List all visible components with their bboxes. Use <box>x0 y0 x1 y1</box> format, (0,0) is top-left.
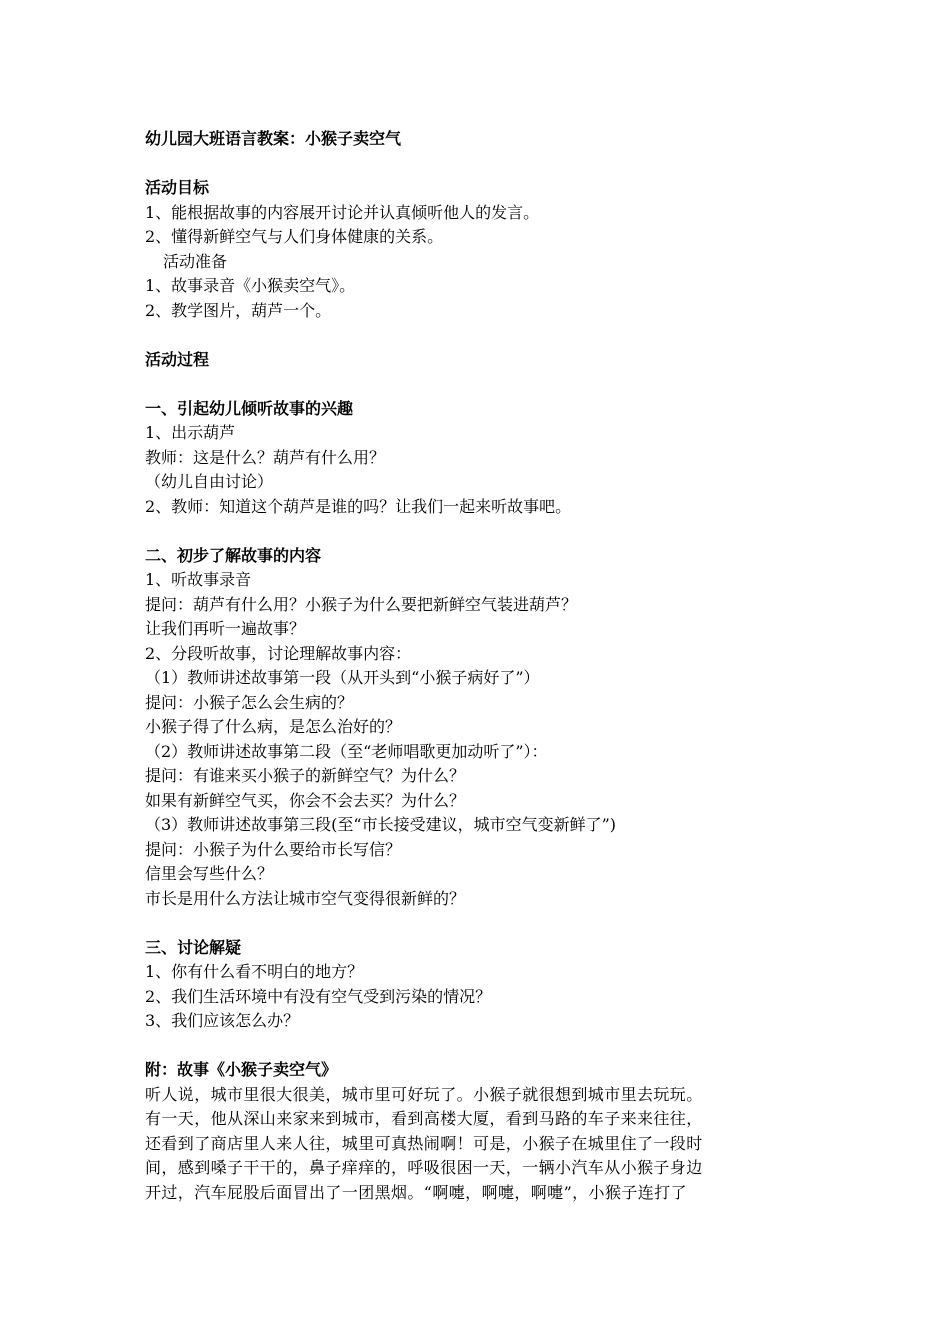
section-2-line: 信里会写些什么？ <box>145 864 274 883</box>
story-line: 听人说，城市里很大很美，城市里可好玩了。小猴子就很想到城市里去玩玩。 <box>145 1084 703 1104</box>
spacer <box>145 911 805 936</box>
spacer <box>145 323 805 348</box>
goal-item: 1、能根据故事的内容展开讨论并认真倾听他人的发言。 <box>145 202 540 222</box>
section-2-line: （1）教师讲述故事第一段（从开头到“小猴子病好了”） <box>145 668 540 687</box>
section-2-line: 市长是用什么方法让城市空气变得很新鲜的？ <box>145 888 466 908</box>
prep-heading: 活动准备 <box>163 251 228 271</box>
story-line: 开过，汽车屁股后面冒出了一团黑烟。“啊嚏，啊嚏，啊嚏”，小猴子连打了 <box>145 1182 687 1202</box>
section-3-heading: 三、讨论解疑 <box>145 937 242 957</box>
appendix-heading: 附：故事《小猴子卖空气》 <box>145 1060 338 1079</box>
section-2-line: （3）教师讲述故事第三段(至“市长接受建议，城市空气变新鲜了”) <box>145 815 617 834</box>
prep-item: 2、教学图片，葫芦一个。 <box>145 300 332 320</box>
story-line: 有一天，他从深山来家来到城市，看到高楼大厦，看到马路的车子来来往往， <box>145 1109 703 1128</box>
section-2-line: 如果有新鲜空气买，你会不会去买？为什么？ <box>145 790 466 810</box>
section-1-heading: 一、引起幼儿倾听故事的兴趣 <box>145 398 354 418</box>
section-3-line: 1、你有什么看不明白的地方？ <box>145 962 364 981</box>
section-2-line: 1、听故事录音 <box>145 570 252 589</box>
goal-item: 2、懂得新鲜空气与人们身体健康的关系。 <box>145 227 444 246</box>
section-3-line: 3、我们应该怎么办？ <box>145 1011 300 1030</box>
section-2-line: 提问：有谁来买小猴子的新鲜空气？为什么？ <box>145 766 466 785</box>
section-2-line: 提问：葫芦有什么用？小猴子为什么要把新鲜空气装进葫芦？ <box>145 594 578 614</box>
section-2-line: 提问：小猴子为什么要给市长写信？ <box>145 839 402 859</box>
prep-item: 1、故事录音《小猴卖空气》。 <box>145 276 356 295</box>
section-3-line: 2、我们生活环境中有没有空气受到污染的情况？ <box>145 986 492 1006</box>
spacer <box>145 519 805 544</box>
section-2-line: 提问：小猴子怎么会生病的？ <box>145 692 354 712</box>
section-2-line: 让我们再听一遍故事？ <box>145 619 306 638</box>
spacer <box>145 152 805 177</box>
process-heading: 活动过程 <box>145 349 210 369</box>
story-line: 间，感到嗓子干干的，鼻子痒痒的，呼吸很困一天，一辆小汽车从小猴子身边 <box>145 1158 703 1177</box>
goals-heading: 活动目标 <box>145 178 210 197</box>
section-1-line: 2、教师：知道这个葫芦是谁的吗？让我们一起来听故事吧。 <box>145 496 572 516</box>
spacer <box>145 372 805 397</box>
spacer <box>145 1034 805 1059</box>
section-2-heading: 二、初步了解故事的内容 <box>145 545 322 565</box>
section-1-line: （幼儿自由讨论） <box>145 472 274 491</box>
section-2-line: （2）教师讲述故事第二段（至“老师唱歌更加动听了”）： <box>145 741 548 761</box>
document-body <box>145 127 805 1205</box>
document-title: 幼儿园大班语言教案：小猴子卖空气 <box>145 129 402 148</box>
section-2-line: 小猴子得了什么病，是怎么治好的？ <box>145 717 402 736</box>
story-paragraph <box>145 1083 805 1206</box>
story-line: 还看到了商店里人来人往，城里可真热闹啊！可是，小猴子在城里住了一段时 <box>145 1133 703 1153</box>
section-2-line: 2、分段听故事，讨论理解故事内容： <box>145 643 412 663</box>
section-1-line: 教师：这是什么？葫芦有什么用？ <box>145 447 386 467</box>
section-1-line: 1、出示葫芦 <box>145 423 236 442</box>
